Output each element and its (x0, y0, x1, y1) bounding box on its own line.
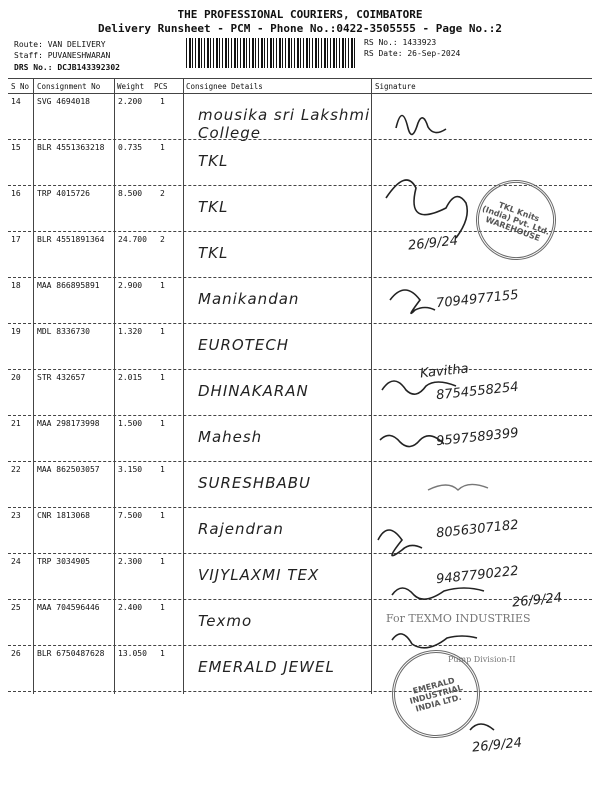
drs-label: DRS No.: DCJB143392302 (14, 63, 120, 72)
row-consignment: MAA 298173998 (37, 419, 100, 428)
row-sno: 26 (11, 649, 21, 658)
row-sno: 23 (11, 511, 21, 520)
rs-date-label: RS Date: 26-Sep-2024 (364, 49, 461, 58)
row-consignee: EUROTECH (198, 336, 290, 354)
row-consignment: MAA 866895891 (37, 281, 100, 290)
row-weight: 2.300 (118, 557, 143, 566)
date-note: 26/9/24 (511, 590, 563, 611)
row-phone: 9487790222 (435, 563, 520, 588)
signature-mark (396, 116, 446, 135)
row-pcs: 1 (160, 649, 165, 658)
row-consignment: CNR 1813068 (37, 511, 90, 520)
col-header-signature: Signature (375, 82, 416, 91)
row-pcs: 1 (160, 511, 165, 520)
row-pcs: 1 (160, 557, 165, 566)
staff-label: Staff: PUVANESHWARAN (14, 51, 111, 60)
signature-mark (382, 381, 456, 394)
date-note: 26/9/24 (407, 233, 459, 254)
row-phone: 8056307182 (435, 517, 520, 542)
row-sno: 17 (11, 235, 21, 244)
signature-mark (380, 435, 444, 446)
col-header-pcs: PCS (154, 82, 168, 91)
signature-mark (378, 530, 422, 556)
tkl-stamp: TKL Knits (India) Pvt. Ltd. WAREHOUSE (465, 169, 568, 272)
row-phone: 9597589399 (435, 425, 520, 450)
row-pcs: 2 (160, 189, 165, 198)
row-consignee: SURESHBABU (198, 474, 312, 492)
row-phone: 7094977155 (435, 287, 520, 312)
row-sno: 18 (11, 281, 21, 290)
row-consignee: EMERALD JEWEL (198, 658, 335, 676)
row-consignee: TKL (198, 152, 229, 170)
row-pcs: 1 (160, 603, 165, 612)
row-consignee: mousika sri Lakshmi College (198, 106, 371, 142)
row-weight: 2.400 (118, 603, 143, 612)
row-consignment: MDL 8336730 (37, 327, 90, 336)
row-weight: 1.500 (118, 419, 143, 428)
row-weight: 2.200 (118, 97, 143, 106)
row-pcs: 1 (160, 143, 165, 152)
emerald-stamp: EMERALD INDUSTRIAL INDIA LTD. (382, 640, 490, 748)
row-consignment: STR 432657 (37, 373, 86, 382)
row-phone: 8754558254 (435, 379, 520, 404)
signature-mark (428, 484, 488, 490)
col-header-sno: S No (11, 82, 30, 91)
row-weight: 3.150 (118, 465, 143, 474)
texmo-stamp-title: For TEXMO INDUSTRIES (386, 612, 531, 625)
rs-no-label: RS No.: 1433923 (364, 38, 437, 47)
row-consignment: TRP 4015726 (37, 189, 90, 198)
row-weight: 0.735 (118, 143, 143, 152)
row-sno: 21 (11, 419, 21, 428)
date-note: 26/9/24 (471, 735, 523, 756)
row-consignment: MAA 704596446 (37, 603, 100, 612)
signature-mark (386, 180, 467, 238)
row-consignment: MAA 862503057 (37, 465, 100, 474)
row-weight: 2.900 (118, 281, 143, 290)
row-consignee: VIJYLAXMI TEX (198, 566, 320, 584)
row-sno: 15 (11, 143, 21, 152)
row-weight: 1.320 (118, 327, 143, 336)
row-consignee: DHINAKARAN (198, 382, 309, 400)
col-header-consignment: Consignment No (37, 82, 101, 91)
row-sno: 14 (11, 97, 21, 106)
col-header-details: Consignee Details (186, 82, 263, 91)
row-consignment: TRP 3034905 (37, 557, 90, 566)
row-consignee: TKL (198, 244, 229, 262)
texmo-stamp-sub: Pump Division-II (448, 655, 516, 664)
row-consignment: BLR 4551363218 (37, 143, 105, 152)
company-title: THE PROFESSIONAL COURIERS, COIMBATORE (177, 8, 423, 21)
route-label: Route: VAN DELIVERY (14, 40, 106, 49)
row-pcs: 2 (160, 235, 165, 244)
row-consignee: Rajendran (198, 520, 284, 538)
row-consignment: BLR 4551891364 (37, 235, 105, 244)
row-sno: 19 (11, 327, 21, 336)
signature-mark (392, 588, 484, 599)
row-weight: 7.500 (118, 511, 143, 520)
row-weight: 24.700 (118, 235, 147, 244)
row-pcs: 1 (160, 419, 165, 428)
row-consignment: SVG 4694018 (37, 97, 90, 106)
row-pcs: 1 (160, 373, 165, 382)
row-pcs: 1 (160, 281, 165, 290)
row-sno: 24 (11, 557, 21, 566)
row-consignee: Mahesh (198, 428, 263, 446)
row-consignee: Texmo (198, 612, 253, 630)
row-sno: 20 (11, 373, 21, 382)
row-consignment: BLR 6750487628 (37, 649, 105, 658)
row-pcs: 1 (160, 327, 165, 336)
signature-mark (470, 724, 494, 730)
runsheet-subtitle: Delivery Runsheet - PCM - Phone No.:0422-3505555 - Page No.:2 (98, 22, 502, 35)
row-consignee: Manikandan (198, 290, 300, 308)
signature-mark (390, 290, 435, 313)
kavitha-note: Kavitha (419, 361, 470, 382)
row-weight: 2.015 (118, 373, 143, 382)
col-header-weight: Weight (117, 82, 145, 91)
row-sno: 25 (11, 603, 21, 612)
row-sno: 22 (11, 465, 21, 474)
row-weight: 8.500 (118, 189, 143, 198)
row-sno: 16 (11, 189, 21, 198)
row-pcs: 1 (160, 465, 165, 474)
row-pcs: 1 (160, 97, 165, 106)
signature-mark (392, 634, 477, 648)
row-weight: 13.050 (118, 649, 147, 658)
row-consignee: TKL (198, 198, 229, 216)
